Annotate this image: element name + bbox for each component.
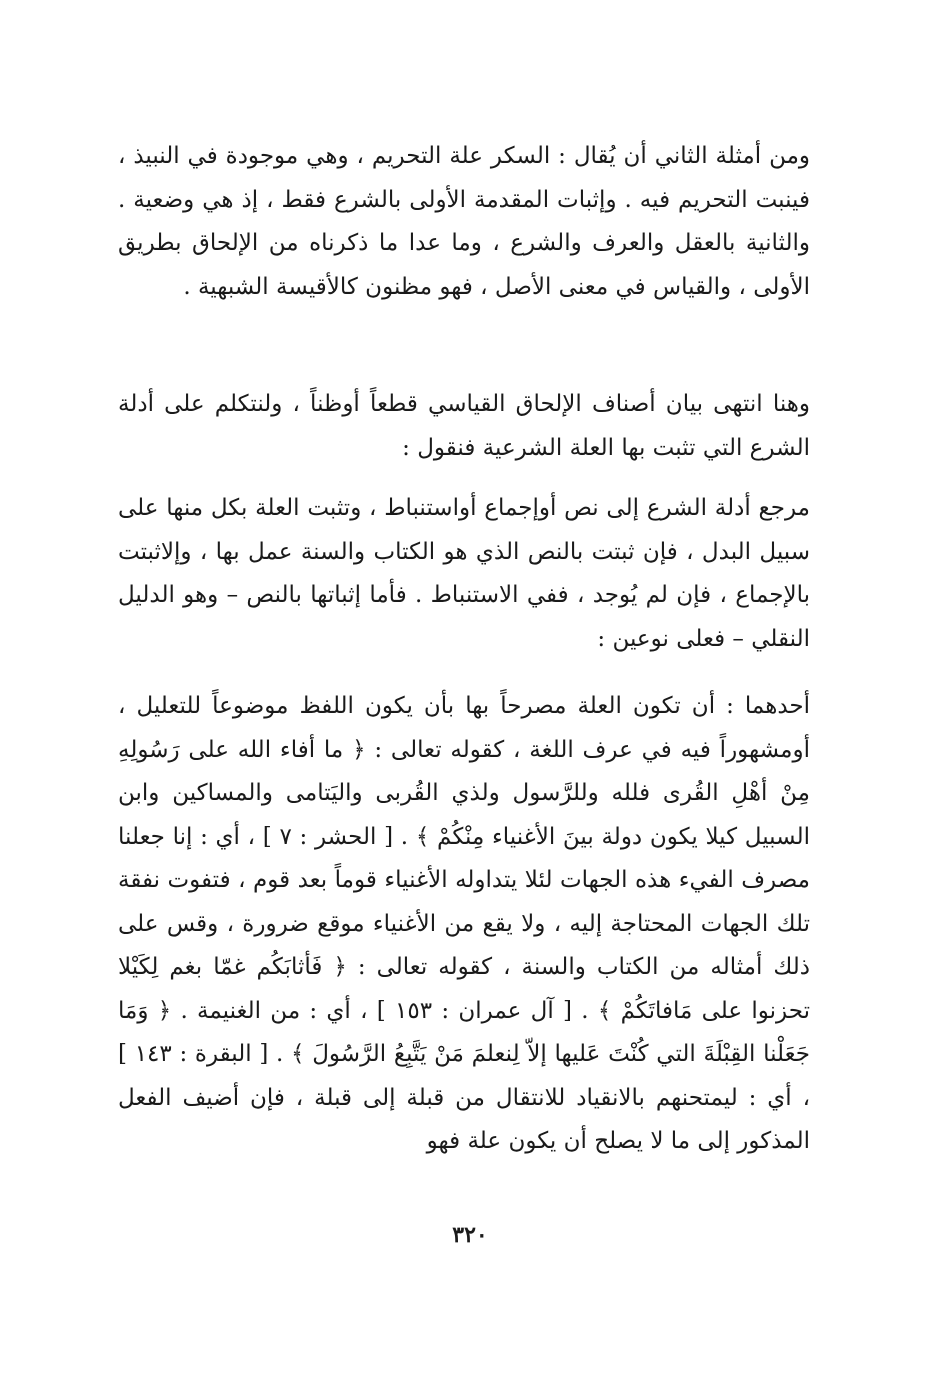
page-number: ٣٢٠	[452, 1222, 488, 1248]
paragraph-text: ومن أمثلة الثاني أن يُقال : السكر علة التحريم ، وهي موجودة في النبيذ ، فينبت التحريم فيه . وإثبات المقدمة الأولى بالشرع فقط ، إذ هي وضعية . والثانية بالعقل والعرف والشرع ، وما عدا ما ذكرناه من الإلحاق بطريق الأولى ، والقياس في معنى الأصل ، فهو مظنون كالأقيسة الشبهية .	[118, 143, 810, 300]
paragraph-text: أحدهما : أن تكون العلة مصرحاً بها بأن يكون اللفظ موضوعاً للتعليل ، أومشهوراً فيه في عرف اللغة ، كقوله تعالى : ﴿ ما أفاء الله على رَسُولِهِ مِنْ أهْلِ القُرى فلله وللرَّسول ولذي القُربى واليَتامى والمساكين وابن السبيل كيلا يكون دولة بينَ الأغنياء مِنْكُمْ ﴾ . [ الحشر : ٧ ] ، أي : إنا جعلنا مصرف الفيء هذه الجهات لئلا يتداوله الأغنياء قوماً بعد قوم ، فتفوت نفقة تلك الجهات المحتاجة إليه ، ولا يقع من الأغنياء موقع ضرورة ، وقس على ذلك أمثاله من الكتاب والسنة ، كقوله تعالى : ﴿ فَأثابَكُم غمّا بغم لِكَيْلا تحزنوا على مَافاتَكُمْ ﴾ . [ آل عمران : ١٥٣ ] ، أي : من الغنيمة . ﴿ وَمَا جَعَلْنا القِبْلَةَ التي كُنْتَ عَليها إلاّ لِنعلمَ مَنْ يَتَّبِعُ الرَّسُولَ ﴾ . [ البقرة : ١٤٣ ] ، أي : ليمتحنهم بالانقياد للانتقال من قبلة إلى قبلة ، فإن أضيف الفعل المذكور إلى ما لا يصلح أن يكون علة فهو	[118, 693, 810, 1154]
paragraph-text: مرجع أدلة الشرع إلى نص أوإجماع أواستنباط ، وتثبت العلة بكل منها على سبيل البدل ، فإن ثبتت بالنص الذي هو الكتاب والسنة عمل بها ، وإلاثبتت بالإجماع ، فإن لم يُوجد ، ففي الاستنباط . فأما إثباتها بالنص – وهو الدليل النقلي – فعلى نوعين :	[118, 495, 810, 652]
paragraph-2	[118, 383, 810, 470]
paragraph-1	[118, 135, 810, 309]
paragraph-4	[118, 685, 810, 1164]
paragraph-3	[118, 487, 810, 661]
paragraph-text: وهنا انتهى بيان أصناف الإلحاق القياسي قطعاً أوظناً ، ولنتكلم على أدلة الشرع التي تثبت بها العلة الشرعية فنقول :	[118, 391, 810, 461]
